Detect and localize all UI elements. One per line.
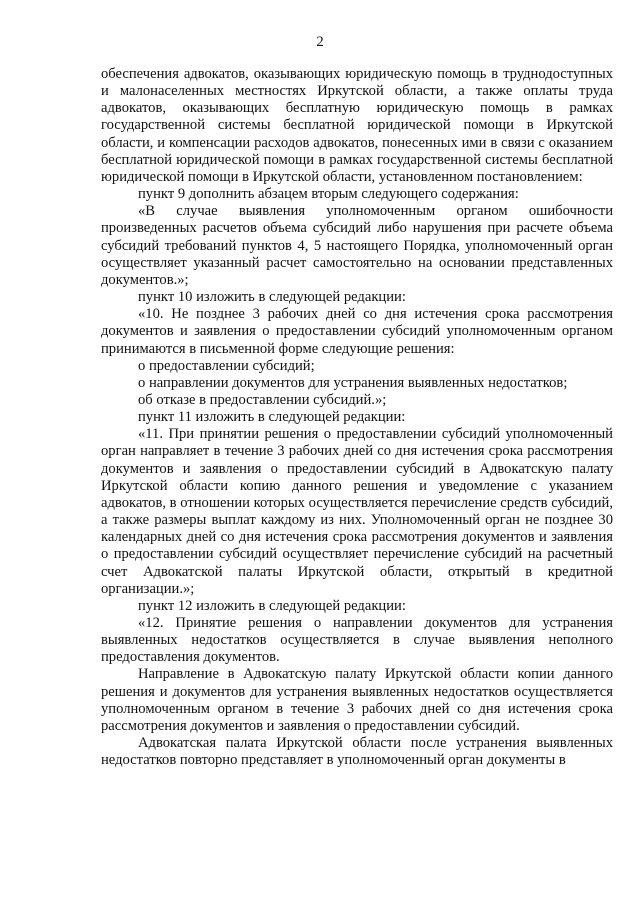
paragraph-item-12-instruction: пункт 12 изложить в следующей редакции: <box>138 597 406 614</box>
paragraph-decision-return: о направлении документов для устранения выявленных недостатков; <box>138 374 568 391</box>
paragraph-item-12-text: «12. Принятие решения о направлении документов для устранения выявленных недостатков осуществляется в случае выявления неполного предоставления документов. <box>101 615 613 666</box>
paragraph-item-9-instruction: пункт 9 дополнить абзацем вторым следующего содержания: <box>138 186 519 203</box>
paragraph-item-12-direction: Направление в Адвокатскую палату Иркутской области копии данного решения и документов для устранения выявленных недостатков осуществляется уполномоченным органом в течение 3 рабочих дней со дня истечения срока рассмотрения документов и заявления о предоставлении субсидий. <box>101 666 613 734</box>
page-number: 2 <box>316 34 324 50</box>
paragraph-decision-grant: о предоставлении субсидий; <box>138 357 315 374</box>
paragraph-item-11-instruction: пункт 11 изложить в следующей редакции: <box>138 409 406 426</box>
paragraph-item-11-text: «11. При принятии решения о предоставлении субсидий уполномоченный орган направляет в течение 3 рабочих дней со дня истечения срока рассмотрения документов и заявления о предоставлении субсидий в Адвокатскую палату Иркутской области копию данного решения и уведомление с указанием адвокатов, в отношении которых осуществляется перечисление средств субсидий, а также размеры выплат каждому из них. Уполномоченный орган не позднее 30 календарных дней со дня истечения срока рассмотрения документов и заявления о предоставлении субсидий осуществляет перечисление субсидий на расчетный счет Адвокатской палаты Иркутской области, открытый в кредитной организации.»; <box>101 426 613 597</box>
paragraph-item-10-instruction: пункт 10 изложить в следующей редакции: <box>138 289 406 306</box>
paragraph-decision-refuse: об отказе в предоставлении субсидий.»; <box>138 391 387 408</box>
paragraph-item-9-text: «В случае выявления уполномоченным органом ошибочности произведенных расчетов объема субсидий либо нарушения при расчете объема субсидий требований пунктов 4, 5 настоящего Порядка, уполномоченный орган осуществляет указанный расчет самостоятельно на основании представленных документов.»; <box>101 203 613 288</box>
paragraph-item-10-text: «10. Не позднее 3 рабочих дней со дня истечения срока рассмотрения документов и заявления о предоставлении субсидий уполномоченным органом принимаются в письменной форме следующие решения: <box>101 306 613 357</box>
paragraph-item-12-resubmission: Адвокатская палата Иркутской области после устранения выявленных недостатков повторно представляет в уполномоченный орган документы в <box>101 735 613 769</box>
document-body <box>101 66 613 769</box>
paragraph-intro-continuation: обеспечения адвокатов, оказывающих юридическую помощь в труднодоступных и малонаселенных местностях Иркутской области, а также оплаты труда адвокатов, оказывающих бесплатную юридическую помощь в рамках государственной системы бесплатной юридической помощи в Иркутской области, и компенсации расходов адвокатов, понесенных ими в связи с оказанием бесплатной юридической помощи в рамках государственной системы бесплатной юридической помощи в Иркутской области, установленном постановлением: <box>101 66 613 185</box>
